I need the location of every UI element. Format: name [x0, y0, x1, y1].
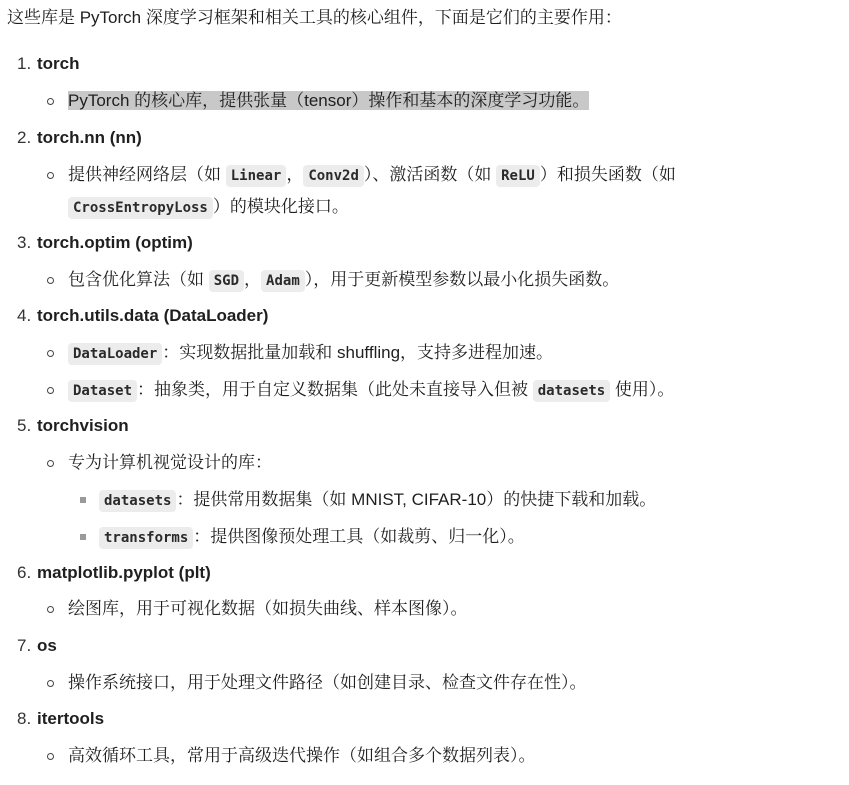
circle-bullet-icon [47, 350, 54, 357]
optim-description [68, 268, 619, 293]
item-number: 5. [17, 416, 32, 435]
item-title: matplotlib.pyplot (plt) [37, 563, 211, 582]
code-dataset: Dataset [68, 380, 137, 402]
code-datasets: datasets [533, 380, 610, 402]
list-item-matplotlib [17, 561, 211, 585]
vision-transforms-description [99, 525, 525, 550]
item-number: 6. [17, 563, 32, 582]
circle-bullet-icon [47, 277, 54, 284]
list-item-itertools [17, 707, 104, 731]
item-title: torch [37, 54, 80, 73]
vision-datasets-description [99, 488, 656, 513]
item-number: 1. [17, 54, 32, 73]
list-item-torchvision [17, 414, 129, 438]
text: ：提供图像预处理工具（如裁剪、归一化）。 [193, 527, 525, 546]
list-item-os [17, 634, 57, 658]
highlighted-text: PyTorch 的核心库，提供张量（tensor）操作和基本的深度学习功能。 [68, 91, 590, 110]
code-conv2d: Conv2d [303, 165, 364, 187]
text: ：提供常用数据集（如 MNIST, CIFAR-10）的快捷下载和加载。 [176, 490, 657, 509]
text: ：抽象类，用于自定义数据集（此处未直接导入但被 [137, 380, 533, 399]
item-number: 4. [17, 306, 32, 325]
code-linear: Linear [226, 165, 287, 187]
item-title: torch.optim (optim) [37, 233, 193, 252]
itertools-description: 高效循环工具，常用于高级迭代操作（如组合多个数据列表）。 [68, 746, 536, 765]
text: ）和损失函数（如 [539, 165, 676, 184]
circle-bullet-icon [47, 387, 54, 394]
list-item-torch-nn [17, 126, 142, 150]
text: ），用于更新模型参数以最小化损失函数。 [304, 270, 620, 289]
dataloader-description [68, 341, 553, 366]
item-number: 3. [17, 233, 32, 252]
code-sgd: SGD [209, 270, 244, 292]
item-number: 8. [17, 709, 32, 728]
item-number: 7. [17, 636, 32, 655]
intro-paragraph: 这些库是 PyTorch 深度学习框架和相关工具的核心组件，下面是它们的主要作用： [7, 8, 622, 27]
item-title: torchvision [37, 416, 129, 435]
square-bullet-icon [80, 497, 86, 503]
text: ：实现数据批量加载和 shuffling，支持多进程加速。 [162, 343, 554, 362]
torchvision-description: 专为计算机视觉设计的库： [68, 453, 272, 472]
circle-bullet-icon [47, 606, 54, 613]
text: ）、激活函数（如 [363, 165, 497, 184]
text: 使用）。 [610, 380, 675, 399]
item-title: torch.nn (nn) [37, 128, 142, 147]
item-title: torch.utils.data (DataLoader) [37, 306, 269, 325]
text: ， [286, 165, 304, 184]
circle-bullet-icon [47, 753, 54, 760]
dataset-description [68, 378, 674, 403]
code-dataloader: DataLoader [68, 343, 162, 365]
circle-bullet-icon [47, 680, 54, 687]
nn-description-line2 [68, 195, 349, 220]
text: 包含优化算法（如 [68, 270, 209, 289]
circle-bullet-icon [47, 172, 54, 179]
text: ， [244, 270, 262, 289]
circle-bullet-icon [47, 98, 54, 105]
circle-bullet-icon [47, 460, 54, 467]
list-item-torch-optim [17, 231, 193, 255]
nn-description-line1 [68, 163, 676, 188]
item-title: itertools [37, 709, 105, 728]
list-item-torch [17, 52, 80, 76]
code-datasets: datasets [99, 490, 176, 512]
code-crossentropyloss: CrossEntropyLoss [68, 197, 213, 219]
list-item-torch-utils-data [17, 304, 268, 328]
code-transforms: transforms [99, 527, 193, 549]
code-relu: ReLU [496, 165, 540, 187]
item-number: 2. [17, 128, 32, 147]
plt-description: 绘图库，用于可视化数据（如损失曲线、样本图像）。 [68, 599, 468, 618]
os-description: 操作系统接口，用于处理文件路径（如创建目录、检查文件存在性）。 [68, 673, 587, 692]
item-title: os [37, 636, 57, 655]
text: 提供神经网络层（如 [68, 165, 226, 184]
text: ）的模块化接口。 [212, 197, 349, 216]
code-adam: Adam [261, 270, 305, 292]
square-bullet-icon [80, 534, 86, 540]
torch-description [68, 89, 589, 113]
